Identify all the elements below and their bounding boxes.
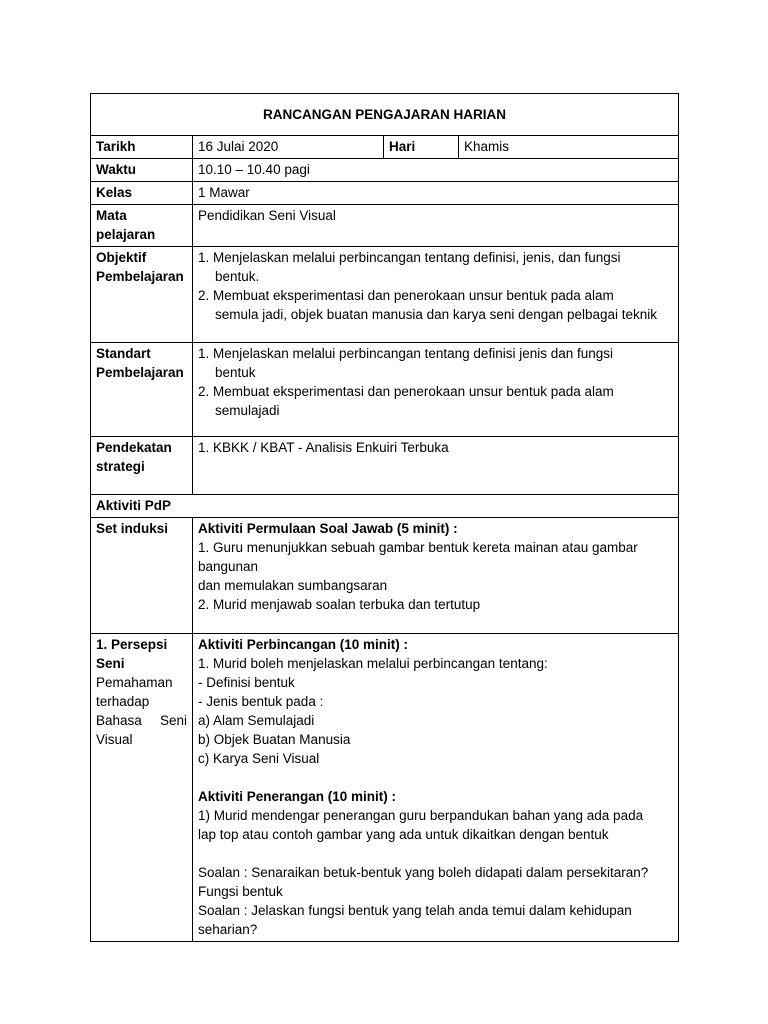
objektif-item-2-number: 2. bbox=[198, 288, 210, 303]
title-row bbox=[91, 94, 679, 136]
label-objektif bbox=[91, 247, 193, 343]
penerangan-line-2: lap top atau contoh gambar yang ada untuk dikaitkan dengan bentuk bbox=[198, 827, 609, 842]
objektif-item-2-line1: Membuat eksperimentasi dan penerokaan unsur bentuk pada alam bbox=[213, 288, 614, 303]
set-induksi-line-4: 2. Murid menjawab soalan terbuka dan tertutup bbox=[198, 597, 481, 612]
label-objektif-line2: Pembelajaran bbox=[96, 269, 184, 284]
label-pendekatan-line1: Pendekatan bbox=[96, 440, 172, 455]
value-mata-pelajaran: Pendidikan Seni Visual bbox=[193, 205, 679, 247]
value-hari: Khamis bbox=[459, 136, 679, 159]
standart-item-1 bbox=[198, 344, 673, 382]
spacer bbox=[198, 844, 673, 863]
value-set-induksi bbox=[193, 518, 679, 634]
label-pendekatan-line2: strategi bbox=[96, 459, 145, 474]
objektif-item-2 bbox=[198, 286, 673, 324]
value-persepsi-seni bbox=[193, 634, 679, 942]
row-set-induksi bbox=[91, 518, 679, 634]
row-mata-pelajaran bbox=[91, 205, 679, 247]
spacer bbox=[198, 768, 673, 787]
perbincangan-heading: Aktiviti Perbincangan (10 minit) : bbox=[198, 637, 409, 652]
label-mata-line2: pelajaran bbox=[96, 227, 156, 242]
soalan-line-2: Fungsi bentuk bbox=[198, 884, 283, 899]
perbincangan-line-3: - Jenis bentuk pada : bbox=[198, 694, 324, 709]
value-pendekatan: 1. KBKK / KBAT - Analisis Enkuiri Terbuka bbox=[193, 437, 679, 495]
objektif-item-1-line2: bentuk. bbox=[215, 269, 260, 284]
row-standart bbox=[91, 343, 679, 437]
label-mata-line1: Mata bbox=[96, 208, 127, 223]
perbincangan-line-5: b) Objek Buatan Manusia bbox=[198, 732, 351, 747]
value-tarikh: 16 Julai 2020 bbox=[193, 136, 384, 159]
set-induksi-line-1: 1. Guru menunjukkan sebuah gambar bentuk kereta mainan atau gambar bbox=[198, 540, 638, 555]
label-pendekatan bbox=[91, 437, 193, 495]
row-waktu bbox=[91, 159, 679, 182]
objektif-list bbox=[198, 248, 673, 324]
penerangan-line-1: 1) Murid mendengar penerangan guru berpandukan bahan yang ada pada bbox=[198, 808, 644, 823]
set-induksi-line-2: bangunan bbox=[198, 559, 259, 574]
objektif-item-2-line2: semula jadi, objek buatan manusia dan karya seni dengan pelbagai teknik bbox=[215, 307, 658, 322]
value-waktu: 10.10 – 10.40 pagi bbox=[193, 159, 679, 182]
standart-item-1-line1: Menjelaskan melalui perbincangan tentang definisi jenis dan fungsi bbox=[213, 346, 614, 361]
label-tarikh: Tarikh bbox=[91, 136, 193, 159]
label-persepsi-line1: 1. Persepsi bbox=[96, 637, 168, 652]
row-objektif bbox=[91, 247, 679, 343]
label-kelas: Kelas bbox=[91, 182, 193, 205]
label-standart-line1: Standart bbox=[96, 346, 151, 361]
value-kelas: 1 Mawar bbox=[193, 182, 679, 205]
value-standart bbox=[193, 343, 679, 437]
standart-item-1-line2: bentuk bbox=[215, 365, 256, 380]
perbincangan-line-1: 1. Murid boleh menjelaskan melalui perbincangan tentang: bbox=[198, 656, 548, 671]
label-standart-line2: Pembelajaran bbox=[96, 365, 184, 380]
objektif-item-1-number: 1. bbox=[198, 250, 210, 265]
document-title: RANCANGAN PENGAJARAN HARIAN bbox=[91, 94, 679, 136]
row-persepsi-seni bbox=[91, 634, 679, 942]
soalan-line-3: Soalan : Jelaskan fungsi bentuk yang telah anda temui dalam kehidupan bbox=[198, 903, 632, 918]
label-standart bbox=[91, 343, 193, 437]
standart-item-2-line2: semulajadi bbox=[215, 403, 280, 418]
value-objektif bbox=[193, 247, 679, 343]
label-set-induksi: Set induksi bbox=[91, 518, 193, 634]
soalan-line-4: seharian? bbox=[198, 922, 258, 937]
set-induksi-line-3: dan memulakan sumbangsaran bbox=[198, 578, 388, 593]
label-persepsi-line6: Visual bbox=[96, 732, 133, 747]
label-persepsi-line5: Bahasa Seni bbox=[96, 713, 187, 728]
label-persepsi-line2: Seni bbox=[96, 656, 125, 671]
label-persepsi-line3: Pemahaman bbox=[96, 675, 173, 690]
row-pendekatan bbox=[91, 437, 679, 495]
label-aktiviti-pdp: Aktiviti PdP bbox=[91, 495, 679, 518]
standart-list bbox=[198, 344, 673, 420]
lesson-plan-table bbox=[90, 93, 679, 942]
standart-item-1-number: 1. bbox=[198, 346, 210, 361]
standart-item-2-number: 2. bbox=[198, 384, 210, 399]
soalan-line-1: Soalan : Senaraikan betuk-bentuk yang boleh didapati dalam persekitaran? bbox=[198, 865, 649, 880]
perbincangan-line-6: c) Karya Seni Visual bbox=[198, 751, 320, 766]
standart-item-2 bbox=[198, 382, 673, 420]
row-aktiviti-pdp bbox=[91, 495, 679, 518]
perbincangan-line-4: a) Alam Semulajadi bbox=[198, 713, 315, 728]
perbincangan-line-2: - Definisi bentuk bbox=[198, 675, 295, 690]
label-persepsi-line4: terhadap bbox=[96, 694, 150, 709]
label-waktu: Waktu bbox=[91, 159, 193, 182]
label-mata-pelajaran bbox=[91, 205, 193, 247]
objektif-item-1-line1: Menjelaskan melalui perbincangan tentang definisi, jenis, dan fungsi bbox=[213, 250, 621, 265]
standart-item-2-line1: Membuat eksperimentasi dan penerokaan unsur bentuk pada alam bbox=[213, 384, 614, 399]
label-persepsi-seni bbox=[91, 634, 193, 942]
set-induksi-heading: Aktiviti Permulaan Soal Jawab (5 minit) : bbox=[198, 521, 458, 536]
label-hari: Hari bbox=[384, 136, 459, 159]
row-kelas bbox=[91, 182, 679, 205]
row-tarikh bbox=[91, 136, 679, 159]
penerangan-heading: Aktiviti Penerangan (10 minit) : bbox=[198, 789, 397, 804]
objektif-item-1 bbox=[198, 248, 673, 286]
label-objektif-line1: Objektif bbox=[96, 250, 147, 265]
